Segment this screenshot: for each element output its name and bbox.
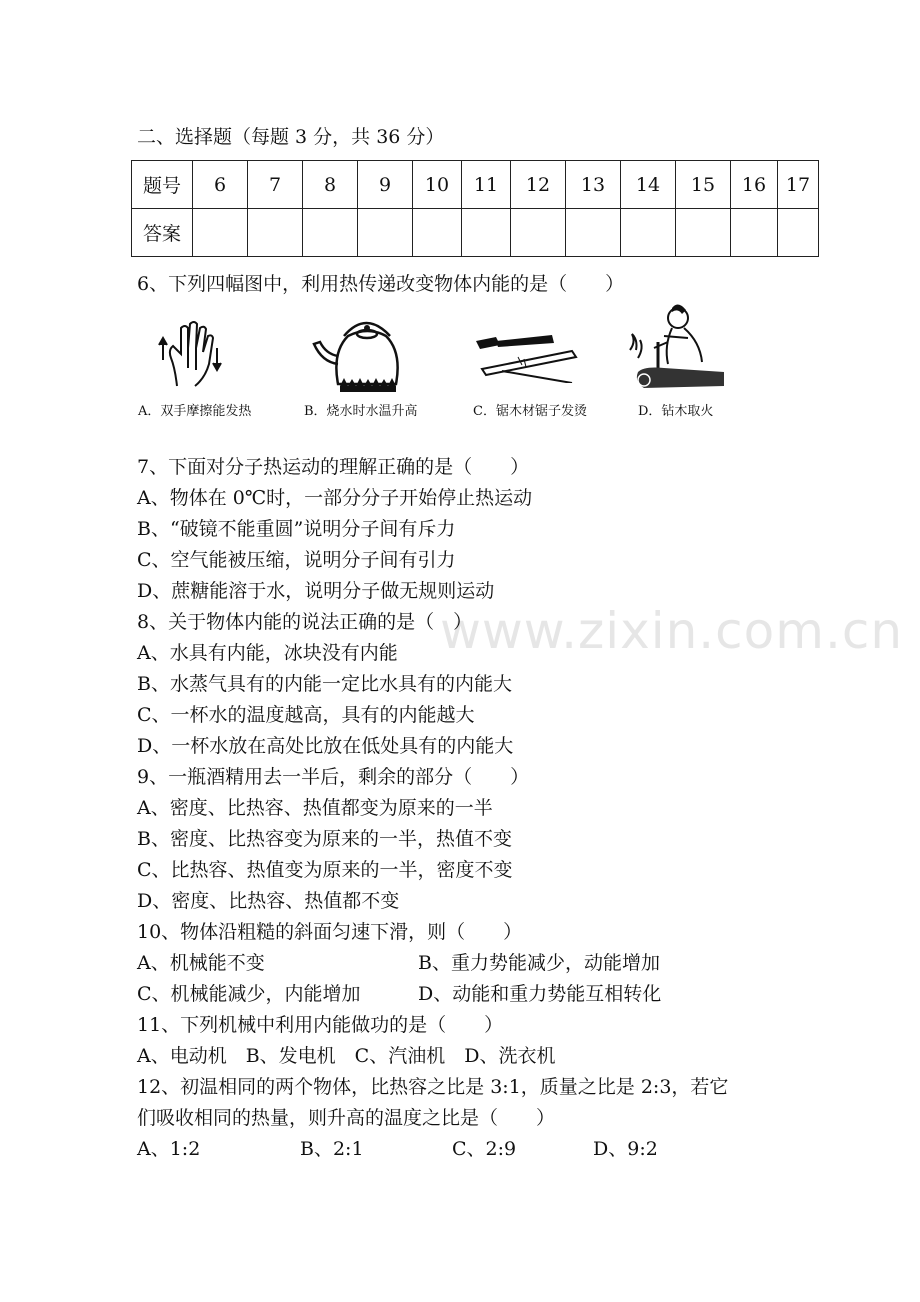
question-number-cell: 6 — [193, 161, 248, 209]
answer-cell[interactable] — [248, 209, 303, 257]
question-number-cell: 7 — [248, 161, 303, 209]
answer-cell[interactable] — [511, 209, 566, 257]
q12-option-c: C、2:9 — [452, 1138, 517, 1160]
answer-cell[interactable] — [778, 209, 819, 257]
q6-stem: 6、下列四幅图中，利用热传递改变物体内能的是（ ） — [137, 273, 625, 295]
question-number-cell: 13 — [566, 161, 621, 209]
rubbing-hands-icon — [155, 318, 225, 390]
answer-cell[interactable] — [303, 209, 358, 257]
q7-option-d: D、蔗糖能溶于水，说明分子做无规则运动 — [137, 580, 495, 602]
question-number-cell: 10 — [413, 161, 462, 209]
q10-option-c: C、机械能减少，内能增加 — [137, 983, 361, 1005]
q11-stem: 11、下列机械中利用内能做功的是（ ） — [137, 1014, 504, 1036]
q10-option-a: A、机械能不变 — [137, 952, 265, 974]
answer-cell[interactable] — [676, 209, 731, 257]
q11-options: A、电动机 B、发电机 C、汽油机 D、洗衣机 — [137, 1045, 556, 1067]
q8-option-c: C、一杯水的温度越高，具有的内能越大 — [137, 704, 475, 726]
q9-option-d: D、密度、比热容、热值都不变 — [137, 890, 400, 912]
q8-option-d: D、一杯水放在高处比放在低处具有的内能大 — [137, 735, 514, 757]
q10-option-b: B、重力势能减少，动能增加 — [418, 952, 660, 974]
answer-table-row-answers — [132, 209, 819, 257]
q9-option-b: B、密度、比热容变为原来的一半，热值不变 — [137, 828, 512, 850]
q10-stem: 10、物体沿粗糙的斜面匀速下滑，则（ ） — [137, 921, 523, 943]
q7-stem: 7、下面对分子热运动的理解正确的是（ ） — [137, 456, 530, 478]
q12-stem-line2: 们吸收相同的热量，则升高的温度之比是（ ） — [137, 1107, 556, 1129]
q6-caption-d: D．钻木取火 — [638, 404, 714, 419]
question-number-cell: 14 — [621, 161, 676, 209]
saw-wood-icon — [472, 327, 580, 383]
row-label-number: 题号 — [132, 161, 193, 209]
q8-option-a: A、水具有内能，冰块没有内能 — [137, 642, 398, 664]
answer-cell[interactable] — [731, 209, 778, 257]
answer-table — [131, 160, 819, 257]
q10-option-d: D、动能和重力势能互相转化 — [418, 983, 662, 1005]
question-number-cell: 12 — [511, 161, 566, 209]
q9-option-a: A、密度、比热容、热值都变为原来的一半 — [137, 797, 493, 819]
q9-stem: 9、一瓶酒精用去一半后，剩余的部分（ ） — [137, 766, 530, 788]
q8-stem: 8、关于物体内能的说法正确的是（ ） — [137, 611, 473, 633]
q12-option-a: A、1:2 — [137, 1138, 201, 1160]
q9-option-c: C、比热容、热值变为原来的一半，密度不变 — [137, 859, 513, 881]
watermark: www.zixin.com.cn — [440, 602, 904, 660]
question-number-cell: 11 — [462, 161, 511, 209]
question-number-cell: 9 — [358, 161, 413, 209]
question-number-cell: 17 — [778, 161, 819, 209]
kettle-icon — [308, 312, 408, 394]
q6-caption-c: C．锯木材锯子发烫 — [473, 404, 587, 419]
q12-option-b: B、2:1 — [300, 1138, 364, 1160]
answer-table-row-numbers — [132, 161, 819, 209]
q6-caption-a: A．双手摩擦能发热 — [138, 404, 252, 419]
answer-cell[interactable] — [566, 209, 621, 257]
row-label-answer: 答案 — [132, 209, 193, 257]
answer-cell[interactable] — [621, 209, 676, 257]
section-title: 二、选择题（每题 3 分，共 36 分） — [137, 126, 445, 148]
answer-cell[interactable] — [358, 209, 413, 257]
question-number-cell: 16 — [731, 161, 778, 209]
q12-option-d: D、9:2 — [593, 1138, 658, 1160]
q7-option-c: C、空气能被压缩，说明分子间有引力 — [137, 549, 456, 571]
q8-option-b: B、水蒸气具有的内能一定比水具有的内能大 — [137, 673, 512, 695]
q12-stem-line1: 12、初温相同的两个物体，比热容之比是 3:1，质量之比是 2:3，若它 — [137, 1076, 729, 1098]
q7-option-a: A、物体在 0℃时，一部分分子开始停止热运动 — [137, 487, 533, 509]
q7-option-b: B、“破镜不能重圆”说明分子间有斥力 — [137, 518, 456, 540]
answer-cell[interactable] — [193, 209, 248, 257]
answer-cell[interactable] — [462, 209, 511, 257]
question-number-cell: 8 — [303, 161, 358, 209]
answer-cell[interactable] — [413, 209, 462, 257]
q6-caption-b: B．烧水时水温升高 — [304, 404, 418, 419]
question-number-cell: 15 — [676, 161, 731, 209]
drilling-wood-fire-icon — [624, 302, 728, 392]
